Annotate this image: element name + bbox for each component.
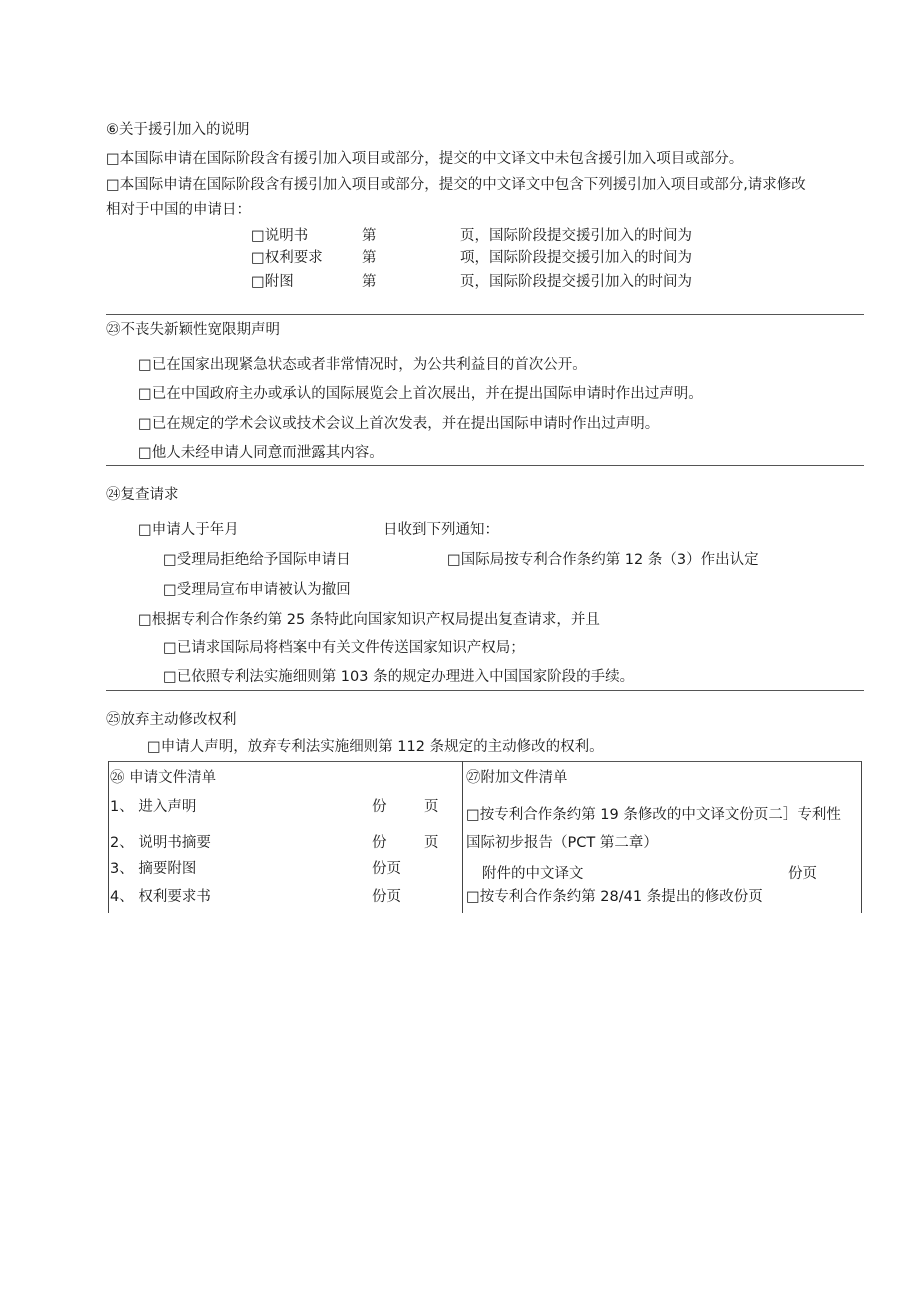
section-27-title: ㉗附加文件清单 — [466, 770, 568, 786]
section-23-title: ㉓不丧失新颖性宽限期声明 — [106, 322, 280, 338]
s24-received-notice: 日收到下列通知： — [383, 522, 499, 538]
s24-review-request[interactable]: □根据专利合作条约第 25 条特此向国家知识产权局提出复查请求，并且 — [138, 612, 600, 628]
section-24-title: ㉔复查请求 — [106, 487, 179, 503]
s27-option-article-19[interactable]: □按专利合作条约第 19 条修改的中文译文份页二］专利性 — [466, 807, 841, 823]
s26-row-copies-pages[interactable]: 份页 — [372, 889, 401, 905]
s23-option[interactable]: □已在规定的学术会议或技术会议上首次发表，并在提出国际申请时作出过声明。 — [138, 416, 660, 432]
s6-option-2[interactable]: □本国际申请在国际阶段含有援引加入项目或部分，提交的中文译文中包含下列援引加入项目或部分,请求修改 — [106, 177, 806, 193]
s26-row-label: 4、 权利要求书 — [110, 889, 211, 905]
s6-row-desc: 页，国际阶段提交援引加入的时间为 — [460, 228, 692, 244]
s24-notice-option[interactable]: □国际局按专利合作条约第 12 条（3）作出认定 — [447, 552, 759, 568]
s27-option-article-28-41[interactable]: □按专利合作条约第 28/41 条提出的修改份页 — [466, 889, 763, 905]
s24-condition-option[interactable]: □已请求国际局将档案中有关文件传送国家知识产权局； — [163, 640, 525, 656]
s23-option[interactable]: □他人未经申请人同意而泄露其内容。 — [138, 445, 384, 461]
s6-row-no: 第 — [362, 228, 377, 244]
s27-report-line: 国际初步报告（PCT 第二章） — [466, 835, 658, 851]
s6-row-desc: 项，国际阶段提交援引加入的时间为 — [460, 250, 692, 266]
table-right-border — [861, 761, 862, 913]
s26-row-pages[interactable]: 页 — [424, 835, 439, 851]
divider — [106, 314, 864, 315]
divider — [106, 690, 864, 691]
s26-row-copies[interactable]: 份 — [372, 835, 387, 851]
s26-row-label: 1、 进入声明 — [110, 799, 197, 815]
s6-row-no: 第 — [362, 274, 377, 290]
section-6-title: ⑥关于援引加入的说明 — [106, 122, 250, 138]
s23-option[interactable]: □已在中国政府主办或承认的国际展览会上首次展出，并在提出国际申请时作出过声明。 — [138, 386, 703, 402]
s6-row-desc: 页，国际阶段提交援引加入的时间为 — [460, 274, 692, 290]
section-25-title: ㉕放弃主动修改权利 — [106, 712, 237, 728]
s24-notice-option[interactable]: □受理局拒绝给予国际申请日 — [163, 552, 351, 568]
s6-row-no: 第 — [362, 250, 377, 266]
table-top-border — [108, 761, 862, 762]
s27-annex-copies-pages[interactable]: 份页 — [788, 866, 817, 882]
table-middle-border — [462, 761, 463, 913]
s26-row-pages[interactable]: 页 — [424, 799, 439, 815]
s24-condition-option[interactable]: □已依照专利法实施细则第 103 条的规定办理进入中国国家阶段的手续。 — [163, 669, 635, 685]
s6-row-item[interactable]: □权利要求 — [251, 250, 323, 266]
table-left-border — [108, 761, 109, 913]
s25-waive-option[interactable]: □申请人声明，放弃专利法实施细则第 112 条规定的主动修改的权利。 — [147, 739, 604, 755]
s24-received-date[interactable]: □申请人于年月 — [138, 522, 239, 538]
s26-row-copies[interactable]: 份 — [372, 799, 387, 815]
s26-row-copies-pages[interactable]: 份页 — [372, 861, 401, 877]
s26-row-label: 3、 摘要附图 — [110, 861, 197, 877]
s27-annex-translation: 附件的中文译文 — [482, 866, 584, 882]
s6-row-item[interactable]: □附图 — [251, 274, 294, 290]
section-26-title: ㉖ 申请文件清单 — [110, 770, 217, 786]
s26-row-label: 2、 说明书摘要 — [110, 835, 211, 851]
s6-option-1[interactable]: □本国际申请在国际阶段含有援引加入项目或部分，提交的中文译文中未包含援引加入项目或部分。 — [106, 151, 744, 167]
s23-option[interactable]: □已在国家出现紧急状态或者非常情况时，为公共利益目的首次公开。 — [138, 357, 587, 373]
s6-row-item[interactable]: □说明书 — [251, 228, 309, 244]
s24-notice-option[interactable]: □受理局宣布申请被认为撤回 — [163, 582, 351, 598]
divider — [106, 465, 864, 466]
s6-option-2-cont: 相对于中国的申请日： — [106, 202, 251, 218]
